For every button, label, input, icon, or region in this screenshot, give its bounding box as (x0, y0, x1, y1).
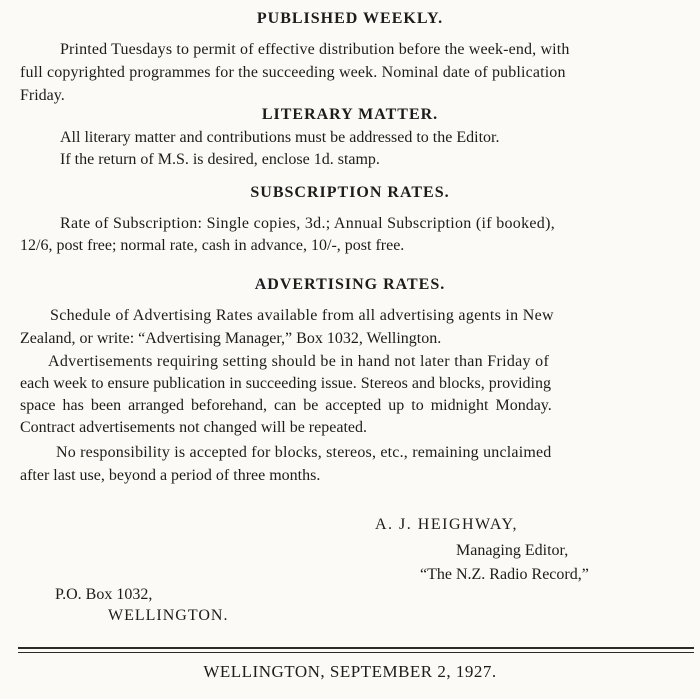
signature-publication: “The N.Z. Radio Record,” (420, 566, 589, 583)
advertising-rates-line-2: Zealand, or write: “Advertising Manager,” Box 1032, Wellington. (20, 330, 442, 347)
published-weekly-line-1: Printed Tuesdays to permit of effective distribution before the week-end, with (60, 41, 570, 58)
address-box: P.O. Box 1032, (55, 586, 153, 603)
advertising-rates-line-4: each week to ensure publication in succeeding issue. Stereos and blocks, providing (20, 375, 551, 392)
advertising-rates-line-8: after last use, beyond a period of three months. (20, 467, 321, 484)
signature-title: Managing Editor, (456, 542, 569, 559)
literary-matter-line-2: If the return of M.S. is desired, enclose 1d. stamp. (60, 151, 380, 168)
subscription-rates-line-1: Rate of Subscription: Single copies, 3d.; Annual Subscription (if booked), (60, 215, 556, 232)
advertising-rates-line-7: No responsibility is accepted for blocks, stereos, etc., remaining unclaimed (56, 444, 552, 461)
footer-rule-bottom (18, 652, 694, 653)
literary-matter-heading: LITERARY MATTER. (261, 106, 439, 123)
advertising-rates-heading: ADVERTISING RATES. (254, 276, 446, 293)
advertising-rates-line-3: Advertisements requiring setting should be in hand not later than Friday of (48, 353, 550, 370)
footer-dateline: WELLINGTON, SEPTEMBER 2, 1927. (203, 662, 497, 681)
published-weekly-line-3: Friday. (20, 87, 65, 104)
published-weekly-line-2: full copyrighted programmes for the succeeding week. Nominal date of publication (20, 64, 566, 81)
advertising-rates-line-6: Contract advertisements not changed will be repeated. (20, 419, 367, 436)
footer-rule-top (18, 647, 694, 649)
published-weekly-heading: PUBLISHED WEEKLY. (256, 10, 444, 27)
subscription-rates-line-2: 12/6, post free; normal rate, cash in advance, 10/-, post free. (20, 237, 405, 254)
literary-matter-line-1: All literary matter and contributions must be addressed to the Editor. (60, 129, 500, 146)
signature-name: A. J. HEIGHWAY, (375, 516, 518, 533)
subscription-rates-heading: SUBSCRIPTION RATES. (250, 184, 450, 201)
advertising-rates-line-1: Schedule of Advertising Rates available from all advertising agents in New (50, 307, 554, 324)
advertising-rates-line-5: space has been arranged beforehand, can be accepted up to midnight Monday. (20, 397, 552, 414)
address-city: WELLINGTON. (108, 607, 229, 624)
